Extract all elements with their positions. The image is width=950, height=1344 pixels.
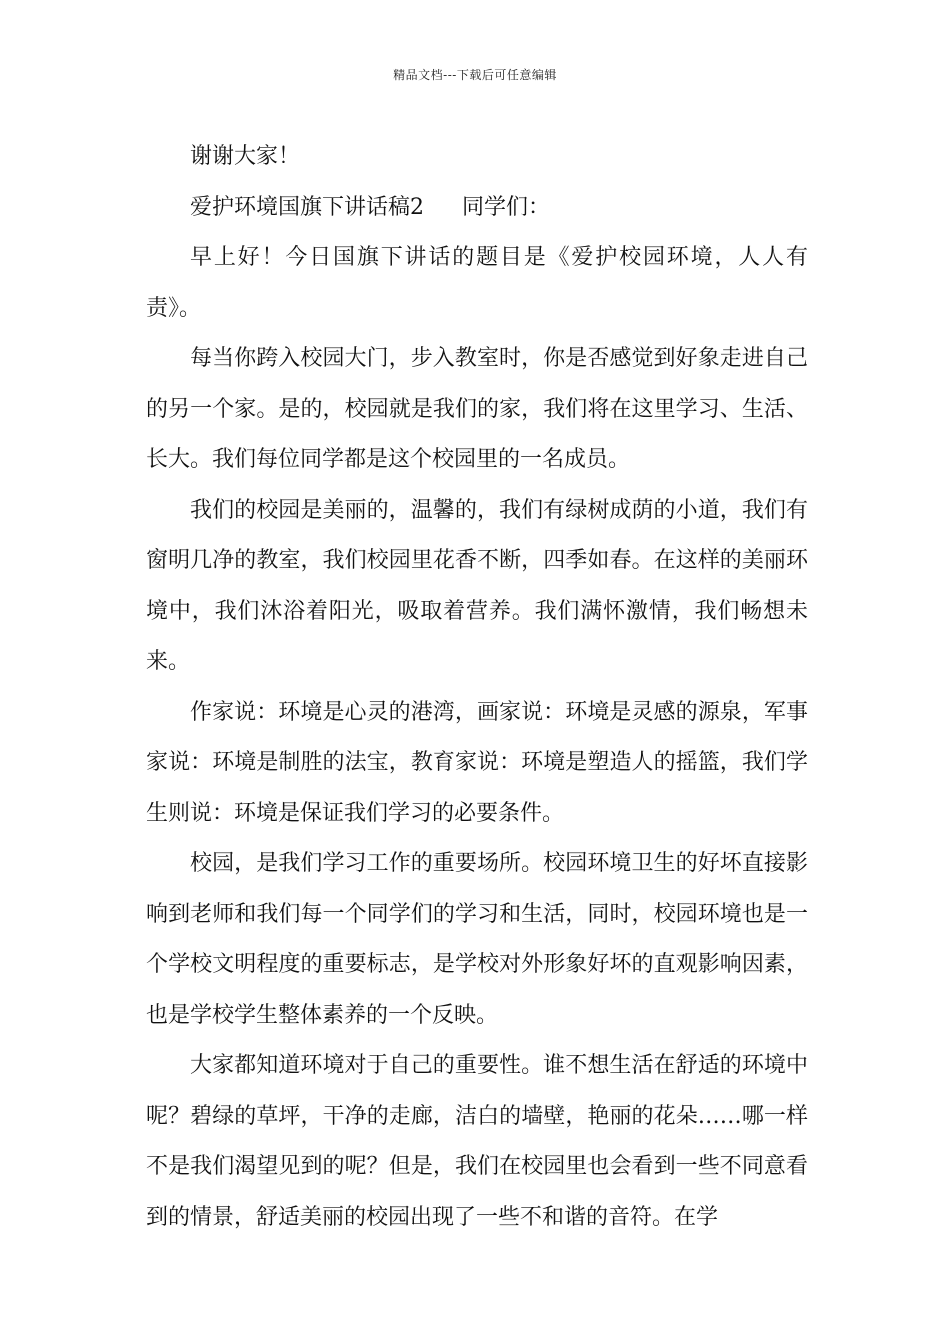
paragraph-environment-quotes: 作家说：环境是心灵的港湾，画家说：环境是灵感的源泉，军事家说：环境是制胜的法宝，教育家说：环境是塑造人的摇篮，我们学生则说：环境是保证我们学习的必要条件。 [146,699,808,826]
speech-title: 爱护环境国旗下讲话稿2 [190,194,424,220]
paragraph-environment-awareness: 大家都知道环境对于自己的重要性。谁不想生活在舒适的环境中呢？碧绿的草坪，干净的走廊，洁白的墙壁，艳丽的花朵……哪一样不是我们渴望见到的呢？但是，我们在校园里也会看到一些不同意看到的情景，舒适美丽的校园出现了一些不和谐的音符。在学 [146,1053,808,1230]
greeting: 同学们： [462,194,551,220]
paragraph-topic: 早上好！今日国旗下讲话的题目是《爱护校园环境，人人有责》。 [146,245,808,321]
paragraph-thanks: 谢谢大家！ [190,144,301,169]
paragraph-title-line [146,183,808,234]
document-body [146,132,808,1243]
paragraph-campus-importance: 校园，是我们学习工作的重要场所。校园环境卫生的好坏直接影响到老师和我们每一个同学们的学习和生活，同时，校园环境也是一个学校文明程度的重要标志，是学校对外形象好坏的直观影响因素，也是学校学生整体素养的一个反映。 [146,851,808,1028]
paragraph-beautiful-campus: 我们的校园是美丽的，温馨的，我们有绿树成荫的小道，我们有窗明几净的教室，我们校园里花香不断，四季如春。在这样的美丽环境中，我们沐浴着阳光，吸取着营养。我们满怀激情，我们畅想未来。 [146,497,808,674]
paragraph-school-home: 每当你跨入校园大门，步入教室时，你是否感觉到好象走进自己的另一个家。是的，校园就是我们的家，我们将在这里学习、生活、长大。我们每位同学都是这个校园里的一名成员。 [146,346,808,472]
page-header: 精品文档---下载后可任意编辑 [393,68,557,82]
